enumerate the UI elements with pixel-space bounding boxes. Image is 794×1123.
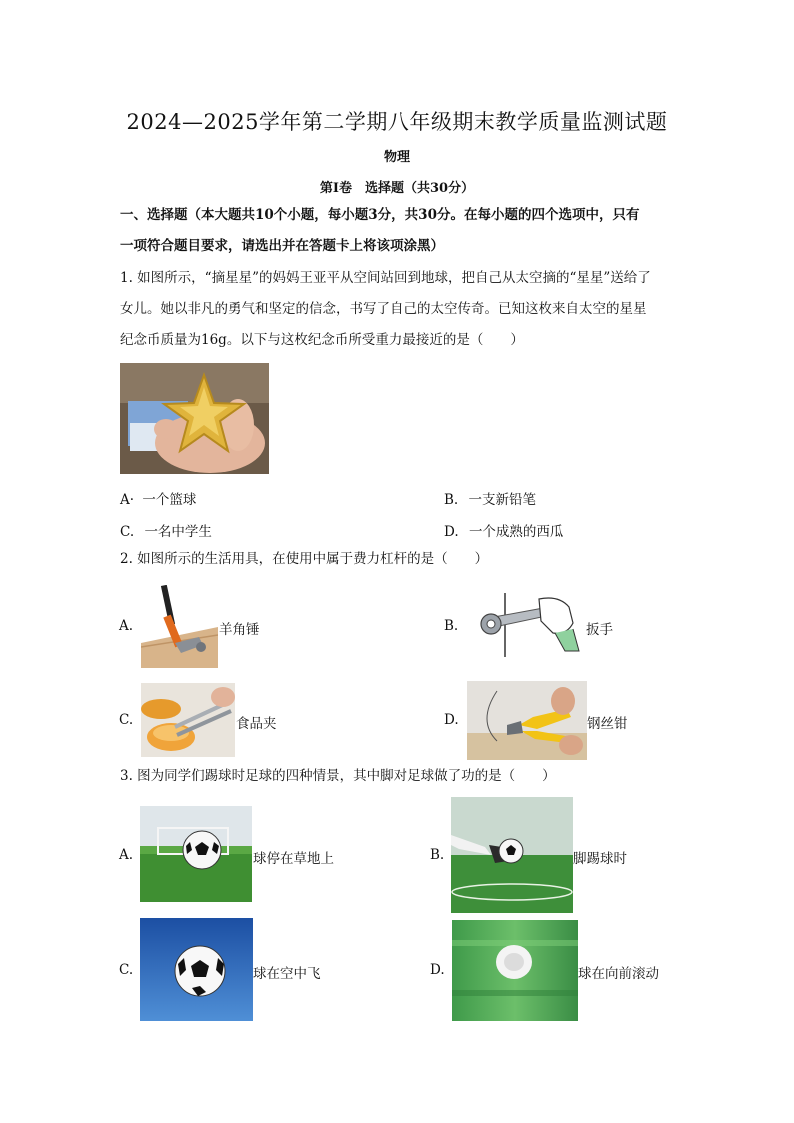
q2-option-b-label: B.	[444, 618, 459, 634]
option-text: 一个成熟的西瓜	[468, 524, 564, 540]
q3-option-c-text: 球在空中飞	[253, 966, 321, 982]
subject-label: 物理	[383, 150, 410, 165]
claw-hammer-image	[141, 585, 218, 668]
q3-option-a-text: 球停在草地上	[253, 851, 334, 867]
q1-option-c[interactable]	[120, 520, 212, 540]
q3-option-b-text: 脚踢球时	[573, 851, 627, 867]
section-heading: 第Ⅰ卷 选择题（共30分）	[319, 181, 475, 196]
q2-option-d-label: D.	[444, 712, 459, 728]
ball-in-air-image	[140, 918, 253, 1021]
q3-option-d-text: 球在向前滚动	[578, 966, 659, 982]
q3-option-c-label: C.	[119, 962, 134, 978]
q2-option-c-text: 食品夹	[236, 716, 277, 732]
star-coin-image	[120, 363, 269, 474]
wrench-image	[469, 593, 583, 657]
option-label: D.	[444, 524, 459, 540]
foot-kicking-ball-image	[451, 797, 573, 913]
ball-on-grass-image	[140, 806, 252, 902]
q1-line-1: 1. 如图所示，“摘星星”的妈妈王亚平从空间站回到地球，把自己从太空摘的“星星”送给了	[120, 270, 651, 286]
q2-option-a-label: A.	[119, 618, 134, 634]
q3-option-b-label: B.	[430, 847, 445, 863]
q3-option-d-label: D.	[430, 962, 445, 978]
page-title: 2024—2025学年第二学期八年级期末教学质量监测试题	[126, 110, 668, 134]
option-label: C.	[120, 524, 135, 540]
instructions-line-2: 一项符合题目要求，请选出并在答题卡上将该项涂黑）	[120, 238, 444, 254]
q1-option-b[interactable]	[444, 488, 536, 508]
option-text: 一名中学生	[144, 524, 212, 540]
q2-option-d-text: 钢丝钳	[587, 716, 628, 732]
option-text: 一个篮球	[142, 492, 197, 508]
option-label: A·	[120, 492, 135, 508]
q2-option-c-label: C.	[119, 712, 134, 728]
q3-line-1: 3. 图为同学们踢球时足球的四种情景，其中脚对足球做了功的是（ ）	[120, 768, 556, 784]
option-text: 一支新铅笔	[468, 492, 537, 508]
food-tongs-image	[141, 683, 235, 757]
q1-line-3: 纪念币质量为16g。以下与这枚纪念币所受重力最接近的是（ ）	[120, 332, 524, 348]
q2-line-1: 2. 如图所示的生活用具，在使用中属于费力杠杆的是（ ）	[120, 551, 489, 567]
q1-option-d[interactable]	[444, 520, 563, 540]
q1-option-a[interactable]	[120, 488, 196, 508]
instructions-line-1: 一、选择题（本大题共10个小题，每小题3分，共30分。在每小题的四个选项中，只有	[120, 207, 640, 223]
q2-option-a-text: 羊角锤	[219, 622, 260, 638]
q2-option-b-text: 扳手	[586, 622, 613, 638]
q1-line-2: 女儿。她以非凡的勇气和坚定的信念，书写了自己的太空传奇。已知这枚来自太空的星星	[120, 301, 647, 317]
pliers-image	[467, 681, 587, 760]
ball-rolling-image	[452, 920, 578, 1021]
q3-option-a-label: A.	[119, 847, 134, 863]
option-label: B.	[444, 492, 459, 508]
